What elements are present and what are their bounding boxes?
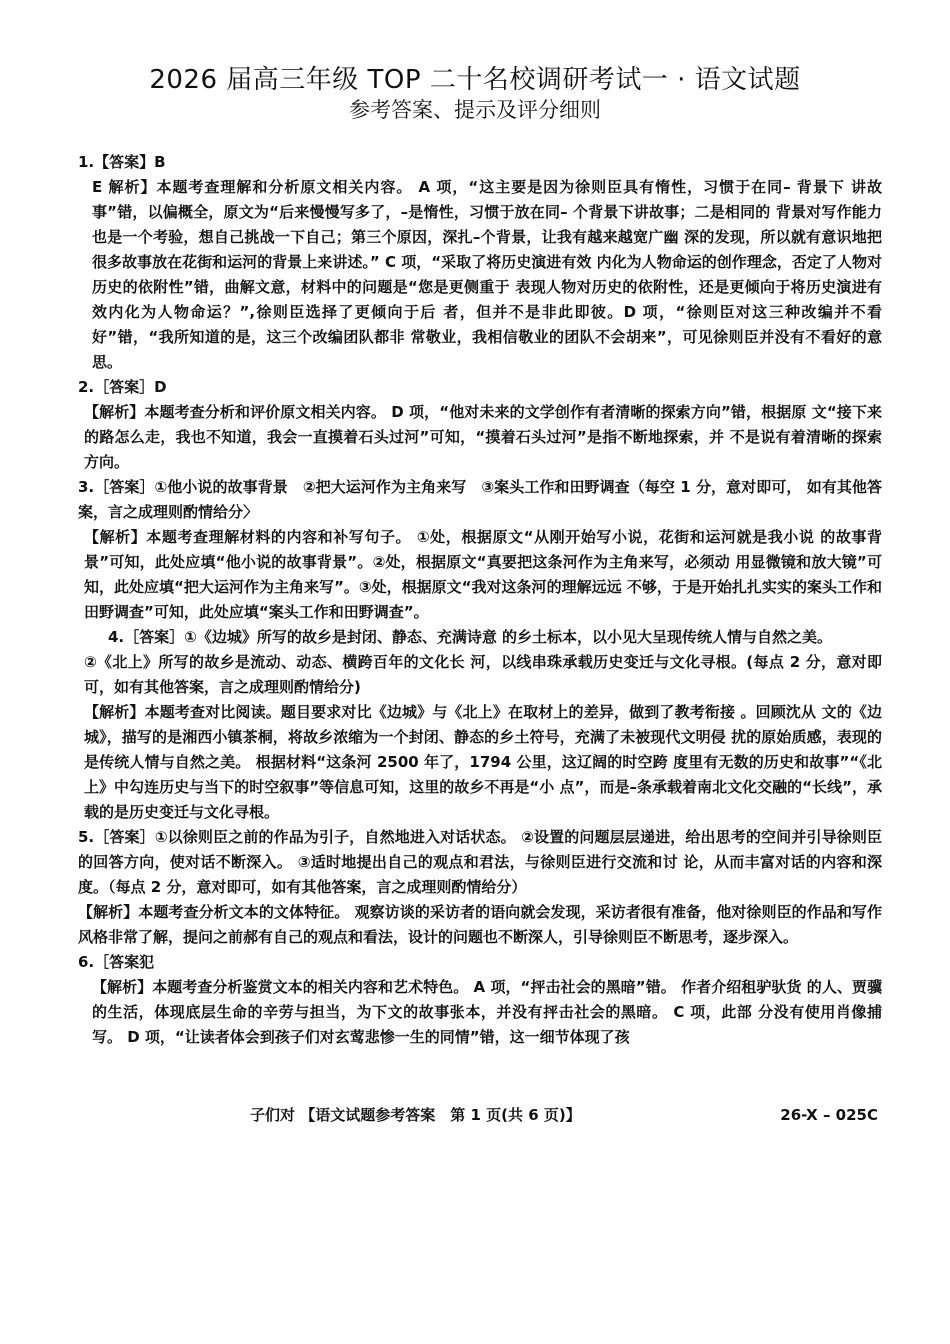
q4-explanation: 【解析】本题考查对比阅读。题目要求对比《边城》与《北上》在取材上的差异，做到了教考衔接 。回顾沈从 文的《边城》，描写的是湘西小镇茶桐，将故乡浓缩为一个封闭、静态的乡土符号，充满了未被现代文明侵 扰的原始质感，表现的是传统人情与自然之美。 根据材料“这条河 2500 年了，1794 公里，这辽阔的时空跨 度里有无数的历史和故事”“《北上》中勾连历史与当下的时空叙事”等信息可知，这里的故乡不再是“小 点”，而是–条承载着南北文化交融的“长线”，承载的是历史变迁与文化寻根。 bbox=[84, 703, 882, 821]
q5-answer: 5.［答案］①以徐则臣之前的作品为引子，自然地进入对话状态。 ②设置的问题层层递进，给出思考的空间并引导徐则臣的回答方向，使对话不断深入。 ③适时地提出自己的观点和君法，与徐则臣进行交流和讨 论，从而丰富对话的内容和深度。（每点 2 分，意对即可，如有其他答案，言之成理则酌情给分） bbox=[78, 828, 882, 896]
q4-answer: 4.［答案］①《边城》所写的故乡是封闭、静态、充满诗意 的乡土标本，以小见大呈现传统人情与自然之美。 bbox=[108, 628, 833, 646]
q1-explanation: E 解析】本题考查理解和分析原文相关内容。 A 项，“这主要是因为徐则臣具有惰性，习惯于在同– 背景下 讲故事”错，以偏概全，原文为“后来慢慢写多了，–是惰性，习惯于放在同– 个背景下讲故事；二是相同的 背景对写作能力也是一个考验，想自己挑战一下自己；第三个原因，深扎–个背景，让我有越来越宽广幽 深的发现，所以就有意识地把很多故事放在花街和运河的背景上来讲述。” C 项，“采取了将历史演进有效 内化为人物命运的创作理念，否定了人物对历史的依附性”错，曲解文意，材料中的问题是“您是更侧重于 表现人物对历史的依附性，还是更倾向于将历史演进有 效内化为人物命运？”,徐则臣选择了更倾向于后 者，但并不是非此即彼。D 项，“徐则臣对这三种改编并不看好”错，“我所知道的是，这三个改编团队都非 常敬业，我相信敬业的团队不会胡来”，可见徐则臣并没有不看好的意思。 bbox=[92, 178, 882, 371]
q2-explanation: 【解析】本题考查分析和评价原文相关内容。 D 项，“他对未来的文学创作有者清晰的探索方向”错，根据原 文“接下来的路怎么走，我也不知道，我会一直摸着石头过河”可知，“摸着石头过河”是指不断地探索，并 不是说有着清晰的探索方向。 bbox=[84, 403, 882, 471]
footer-code: 26-X – 025C bbox=[780, 1106, 878, 1124]
footer-page-info bbox=[250, 1104, 581, 1126]
footer-continuation: 子们对 bbox=[250, 1106, 296, 1124]
q1-answer: 1.【答案】B bbox=[78, 153, 166, 171]
q6-explanation: 【解析】本题考查分析鉴赏文本的相关内容和艺术特色。 A 项，“抨击社会的黑暗”错。 作者介绍租驴驮货 的人、贾骥的生活，体现底层生命的辛劳与担当，为下文的故事张本，并没有抨击社会的黑暗。 C 项，此部 分没有使用肖像捕写。 D 项，“让读者体会到孩子们对玄莺悲惨一生的同情”错，这一细节体现了孩 bbox=[92, 978, 882, 1046]
q3-explanation: 【解析】本题考查理解材料的内容和补写句子。 ①处，根据原文“从刚开始写小说，花街和运河就是我小说 的故事背景”可知，此处应填“他小说的故事背景”。②处，根据原文“真要把这条河作为主角来写，必须动 用显微镜和放大镜”可知，此处应填“把大运河作为主角来写”。③处，根据原文“我对这条河的理解远远 不够，于是开始扎扎实实的案头工作和田野调查”可知，此处应填“案头工作和田野调查”。 bbox=[84, 528, 882, 621]
document-title: 2026 届高三年级 TOP 二十名校调研考试一 · 语文试题 bbox=[149, 65, 801, 95]
q6-answer: 6.［答案犯 bbox=[78, 953, 155, 971]
q5-explanation: 【解析】本题考查分析文本的文体特征。 观察访谈的采访者的语向就会发现，采访者很有准备，他对徐则臣的作品和写作风格非常了解，提问之前郝有自己的观点和看法，设计的问题也不断深人，引导徐则臣不断思考，逐步深入。 bbox=[78, 903, 882, 946]
q3-answer: 3.［答案］①他小说的故事背景 ②把大运河作为主角来写 ③案头工作和田野调查（每空 1 分，意对即可， 如有其他答案，言之成理则酌情给分〉 bbox=[78, 478, 882, 521]
answer-list bbox=[78, 150, 882, 1050]
q2-answer: 2.［答案］D bbox=[78, 378, 167, 396]
q4-answer-part2: ②《北上》所写的故乡是流动、动态、横跨百年的文化长 河，以线串珠承载历史变迁与文化寻根。(每点 2 分，意对即可，如有其他答案，言之成理则酌情给分) bbox=[84, 653, 882, 696]
footer-page-label: 【语文试题参考答案 第 1 页(共 6 页)】 bbox=[300, 1106, 581, 1124]
document-subtitle: 参考答案、提示及评分细则 bbox=[349, 98, 601, 122]
